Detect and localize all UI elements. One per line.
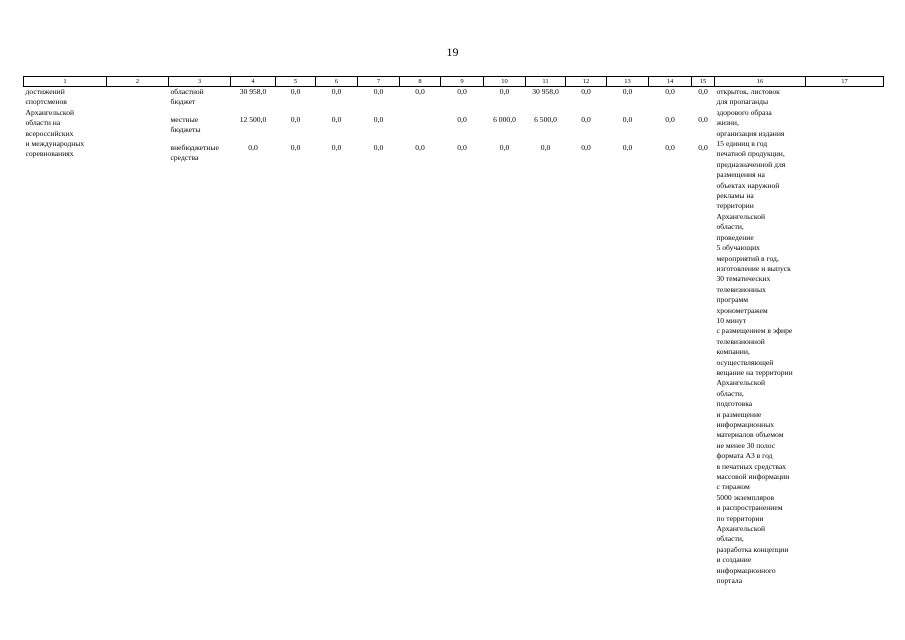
col-header: 17	[806, 77, 884, 87]
table-cell: 0,0	[457, 87, 467, 96]
table-cell: 0,0	[581, 115, 591, 124]
table-cell: 0,0	[622, 87, 633, 96]
table-cell: 0,0	[622, 143, 633, 152]
program-table	[23, 76, 884, 587]
table-cell: 6 500,0	[534, 115, 557, 124]
col-header: 9	[441, 77, 484, 87]
empty-cell	[107, 87, 169, 587]
table-cell: 0,0	[331, 115, 342, 124]
col-header: 8	[400, 77, 441, 87]
table-cell: 12 500,0	[239, 115, 267, 124]
col-header: 3	[169, 77, 231, 87]
table-cell: 0,0	[373, 87, 384, 96]
table-cell	[400, 115, 441, 143]
table-cell: 0,0	[373, 115, 384, 124]
table-cell: 0,0	[581, 87, 591, 96]
table-cell: 0,0	[415, 143, 425, 152]
table-cell: 0,0	[581, 143, 591, 152]
table-cell: 0,0	[499, 143, 510, 152]
table-row	[24, 87, 884, 587]
col-header: 10	[484, 77, 526, 87]
table-cell: 0,0	[290, 115, 301, 124]
table-cell: 0,0	[698, 143, 708, 152]
col-header: 7	[358, 77, 400, 87]
table-cell: 0,0	[665, 87, 675, 96]
event-results: открыток, листовок для пропаганды здорового образа жизни, организация издания 15 единиц в год печатной продукции, предназначенной для размещения на объектах наружной рекламы на территории Архангельской области, проведение 5 обучающих мероприятий в год, изготовление и выпуск 30 тематических телевизионных программ хронометражем 10 минут с размещением в эфире телевизионной компании, осуществляющей вещание на территории Архангельской области, подготовка и размещение информационных материалов объемом не менее 30 полос формата А3 в год в печатных средствах массовой информации с тиражом 5000 экземпляров и распространением по территории Архангельской области, разработка концепции и создание информационного портала	[716, 87, 793, 586]
table-cell: 0,0	[331, 87, 342, 96]
table-cell: 30 958,0	[532, 87, 559, 96]
table-cell: 0,0	[290, 87, 301, 96]
funding-source: местные бюджеты	[170, 115, 201, 135]
col-header: 13	[607, 77, 649, 87]
table-cell: 0,0	[622, 115, 633, 124]
table-cell: 0,0	[698, 87, 708, 96]
col-header: 1	[24, 77, 107, 87]
col-header: 15	[692, 77, 715, 87]
table-cell: 0,0	[373, 143, 384, 152]
col-header: 16	[715, 77, 806, 87]
table-cell: 0,0	[665, 143, 675, 152]
col-header: 12	[566, 77, 607, 87]
funding-source: внебюджетные средства	[170, 143, 219, 163]
header-row	[24, 77, 884, 87]
table-cell: 0,0	[290, 143, 301, 152]
table-cell: 0,0	[415, 87, 425, 96]
col-header: 14	[649, 77, 692, 87]
table-cell: 0,0	[665, 115, 675, 124]
table-cell: 0,0	[331, 143, 342, 152]
table-cell: 0,0	[698, 115, 708, 124]
table-cell: 0,0	[540, 143, 551, 152]
col-header: 2	[107, 77, 169, 87]
page-number: 19	[446, 45, 459, 59]
table-cell: 30 958,0	[239, 87, 267, 96]
col-header: 6	[316, 77, 358, 87]
table-cell: 0,0	[248, 143, 258, 152]
table-cell: 0,0	[457, 143, 467, 152]
col-header: 4	[231, 77, 276, 87]
table-cell: 0,0	[457, 115, 467, 124]
funding-source: областной бюджет	[170, 87, 204, 107]
col-header: 5	[276, 77, 316, 87]
col-header: 11	[526, 77, 566, 87]
table-cell: 0,0	[499, 87, 510, 96]
table-cell: 6 000,0	[493, 115, 516, 124]
event-description: достижений спортсменов Архангельской области на всероссийских и международных соревнованиях	[25, 87, 85, 159]
